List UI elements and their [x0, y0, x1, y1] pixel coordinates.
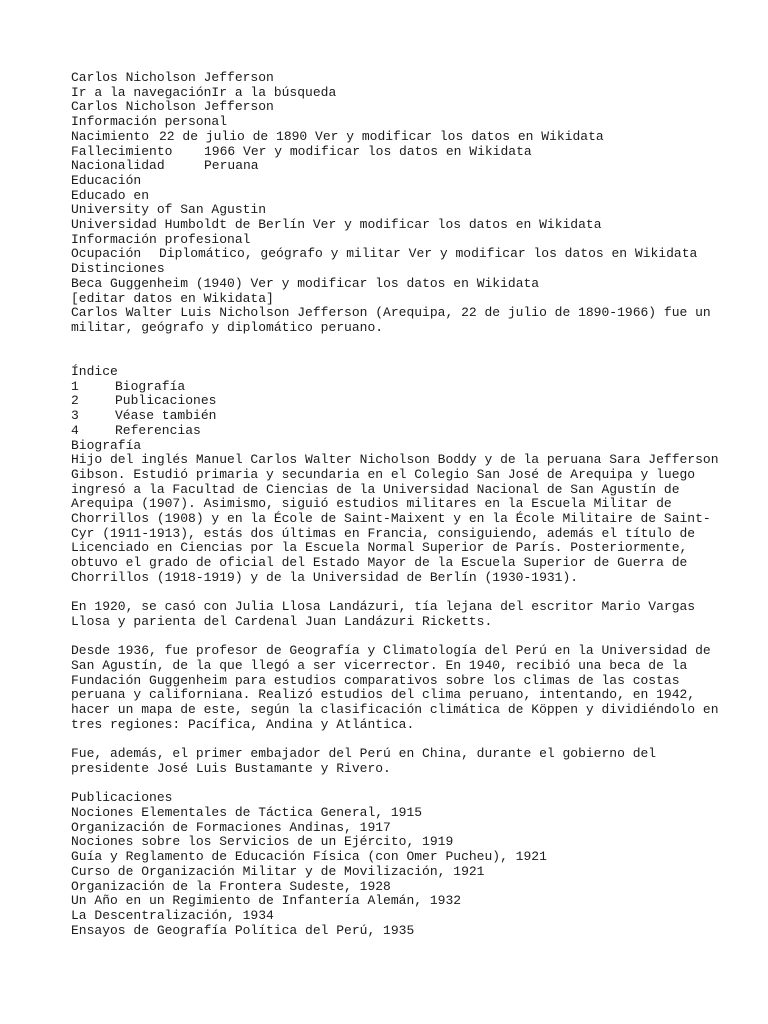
text-line: San Agustín, de la que llegó a ser vicerrector. En 1940, recibió una beca de la	[71, 658, 688, 674]
text-line: Desde 1936, fue profesor de Geografía y Climatología del Perú en la Universidad de	[71, 643, 711, 659]
text-line: Licenciado en Ciencias por la Escuela Normal Superior de París. Posteriormente,	[71, 540, 688, 556]
text-line: Llosa y parienta del Cardenal Juan Landázuri Ricketts.	[71, 613, 493, 629]
wikidata-edit-link[interactable]: Ver y modificar los datos en Wikidata	[408, 246, 698, 262]
text-line: Fue, además, el primer embajador del Perú en China, durante el gobierno del	[71, 746, 657, 762]
text-line: Arequipa (1907). Asimismo, siguió estudios militares en la Escuela Militar de	[71, 496, 672, 512]
intro-line: Carlos Walter Luis Nicholson Jefferson (Arequipa, 22 de julio de 1890-1966) fue un	[71, 305, 711, 321]
text-line: En 1920, se casó con Julia Llosa Landázuri, tía lejana del escritor Mario Vargas	[71, 599, 696, 615]
list-item: Organización de la Frontera Sudeste, 1928	[71, 878, 391, 894]
occupation-label: Ocupación	[71, 246, 142, 262]
toc-item-publicaciones[interactable]: 2 Publicaciones	[71, 393, 217, 409]
text-line: tres regiones: Pacífica, Andina y Atlántica.	[71, 716, 415, 732]
text-line: Chorrillos (1908) y en la École de Saint-Maixent y en la École Militaire de Saint-	[71, 511, 711, 527]
infobox-personal-header: Información personal	[71, 114, 228, 130]
list-item: Un Año en un Regimiento de Infantería Alemán, 1932	[71, 893, 462, 909]
wikidata-edit-link[interactable]: Ver y modificar los datos en Wikidata	[312, 217, 602, 233]
table-of-contents	[71, 365, 761, 439]
document-body	[71, 71, 761, 938]
intro-paragraph	[71, 306, 761, 335]
infobox-professional-header: Información profesional	[71, 231, 251, 247]
infobox-row-birth	[71, 130, 761, 145]
infobox-name: Carlos Nicholson Jefferson	[71, 99, 274, 115]
list-item: Organización de Formaciones Andinas, 1917	[71, 819, 391, 835]
section-heading: Publicaciones	[71, 790, 173, 806]
toc-item-vease-tambien[interactable]: 3 Véase también	[71, 408, 217, 424]
list-item: Curso de Organización Militar y de Movilización, 1921	[71, 863, 485, 879]
infobox-distinctions-header: Distinciones	[71, 261, 165, 277]
list-item: Guía y Reglamento de Educación Física (con Omer Pucheu), 1921	[71, 849, 547, 865]
school-2[interactable]: Universidad Humboldt de Berlín	[71, 217, 306, 233]
text-line: Hijo del inglés Manuel Carlos Walter Nicholson Boddy y de la peruana Sara Jefferson	[71, 452, 719, 468]
list-item: La Descentralización, 1934	[71, 908, 274, 923]
school-1[interactable]: University of San Agustin	[71, 202, 267, 218]
nationality-value: Peruana	[204, 158, 259, 174]
death-label: Fallecimiento	[71, 143, 173, 159]
text-line: Fundación Guggenheim para estudios comparativos sobre los climas de las costas	[71, 672, 680, 688]
birth-label: Nacimiento	[71, 128, 150, 144]
toc-item-referencias[interactable]: 4 Referencias	[71, 422, 201, 438]
paragraph	[71, 453, 761, 585]
section-biografia	[71, 439, 761, 777]
edit-wikidata-link[interactable]: [editar datos en Wikidata]	[71, 290, 274, 306]
infobox-row-death	[71, 145, 761, 160]
nationality-label: Nacionalidad	[71, 158, 165, 174]
toc-title: Índice	[71, 364, 118, 380]
text-line: obtuvo el grado de oficial del Estado Mayor de la Escuela Superior de Guerra de	[71, 555, 688, 571]
infobox-row-award	[71, 277, 761, 292]
paragraph	[71, 644, 761, 732]
list-item: Nociones sobre los Servicios de un Ejército, 1919	[71, 834, 454, 850]
text-line: hacer un mapa de este, según la clasificación climática de Köppen y dividiéndolo en	[71, 702, 719, 718]
infobox-education-header: Educación	[71, 172, 142, 188]
infobox-row-occupation	[71, 247, 761, 262]
occupation-value[interactable]: Diplomático, geógrafo y militar	[159, 246, 401, 262]
wikidata-edit-link[interactable]: Ver y modificar los datos en Wikidata	[250, 275, 540, 291]
death-value: 1966	[204, 143, 236, 159]
text-line: Gibson. Estudió primaria y secundaria en el Colegio San José de Arequipa y luego	[71, 466, 696, 482]
award-value[interactable]: Beca Guggenheim (1940)	[71, 275, 243, 291]
text-line: presidente José Luis Bustamante y Rivero.	[71, 760, 391, 776]
paragraph	[71, 600, 761, 629]
text-line: ingresó a la Facultad de Ciencias de la Universidad Nacional de San Agustín de	[71, 481, 680, 497]
text-line: peruana y californiana. Realizó estudios del clima peruano, intentando, en 1942,	[71, 687, 696, 703]
birth-value[interactable]: 22 de julio de 1890	[159, 128, 308, 144]
infobox-row-nationality	[71, 159, 761, 174]
page-title: Carlos Nicholson Jefferson	[71, 70, 274, 85]
infobox	[71, 100, 761, 306]
wikidata-edit-link[interactable]: Ver y modificar los datos en Wikidata	[243, 143, 532, 159]
wikidata-edit-link[interactable]: Ver y modificar los datos en Wikidata	[315, 128, 604, 144]
section-heading: Biografía	[71, 437, 142, 453]
list-item: Ensayos de Geografía Política del Perú, 1935	[71, 922, 415, 938]
educated-label: Educado en	[71, 187, 150, 203]
text-line: Chorrillos (1918-1919) y de la Universidad de Berlín (1930-1931).	[71, 569, 579, 585]
infobox-row-school-2	[71, 218, 761, 233]
intro-line: militar, geógrafo y diplomático peruano.	[71, 319, 384, 335]
nav-links[interactable]: Ir a la navegaciónIr a la búsqueda	[71, 84, 337, 100]
section-publicaciones	[71, 791, 761, 938]
toc-item-biografia[interactable]: 1 Biografía	[71, 378, 186, 394]
paragraph	[71, 747, 761, 776]
text-line: Cyr (1911-1913), estás dos últimas en Francia, consiguiendo, además el título de	[71, 525, 696, 541]
list-item: Nociones Elementales de Táctica General, 1915	[71, 805, 423, 821]
